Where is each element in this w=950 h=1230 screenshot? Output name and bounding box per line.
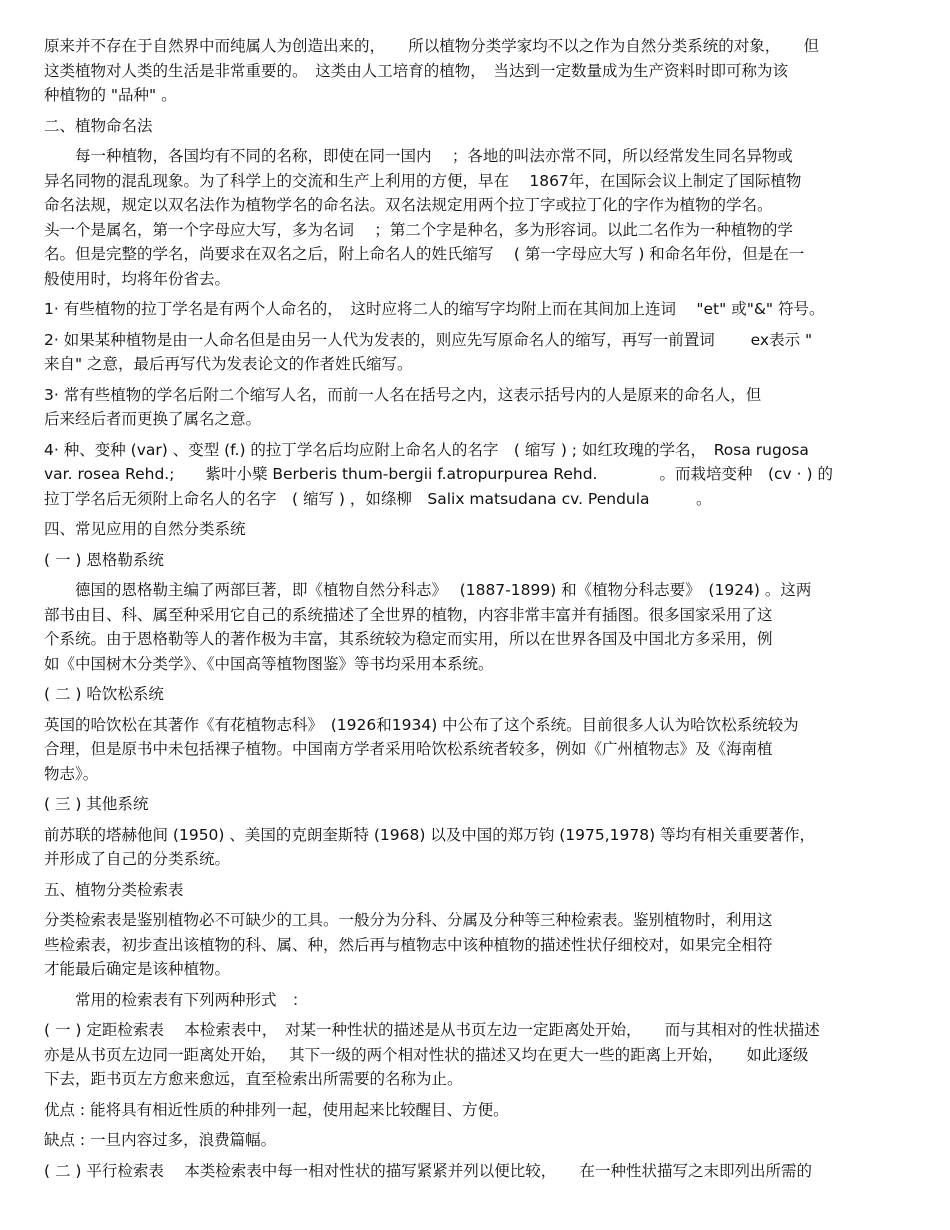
text-line: 德国的恩格勒主编了两部巨著，即《植物自然分科志》 (1887-1899) 和《植物分科志要》 (1924) 。这两 bbox=[44, 581, 812, 599]
text-line: 二、植物命名法 bbox=[44, 116, 153, 135]
text-line: 下去，距书页左方愈来愈远，直至检索出所需要的名称为止。 bbox=[44, 1070, 463, 1088]
text-line: 亦是从书页左边同一距离处开始， 其下一级的两个相对性状的描述又均在更大一些的距离上开始， 如此逐级 bbox=[44, 1045, 809, 1064]
text-line: 部书由目、科、属至种采用它自己的系统描述了全世界的植物，内容非常丰富并有插图。很多国家采用了这 bbox=[44, 605, 773, 624]
text-line: 分类检索表是鉴别植物必不可缺少的工具。一般分为分科、分属及分种等三种检索表。鉴别植物时，利用这 bbox=[44, 911, 773, 929]
text-line: 物志》。 bbox=[44, 764, 99, 783]
subheading-engler bbox=[44, 548, 914, 573]
paragraph-indented-key bbox=[44, 1018, 914, 1092]
text-line: 3· 常有些植物的学名后附二个缩写人名，而前一人名在括号之内，这表示括号内的人是原来的命名人，但 bbox=[44, 385, 762, 404]
text-line: 合理，但是原书中未包括裸子植物。中国南方学者采用哈饮松系统者较多，例如《广州植物志》及《海南植 bbox=[44, 740, 773, 758]
text-line: ( 一 ) 恩格勒系统 bbox=[44, 550, 164, 569]
text-line: 五、植物分类检索表 bbox=[44, 880, 184, 899]
text-line: ( 一 ) 定距检索表 本检索表中， 对某一种性状的描述是从书页左边一定距离处开始， 而与其相对的性状描述 bbox=[44, 1021, 820, 1039]
text-line: 个系统。由于恩格勒等人的著作极为丰富，其系统较为稳定而实用，所以在世界各国及中国北方多采用，例 bbox=[44, 630, 773, 648]
paragraph-disadvantages bbox=[44, 1128, 914, 1153]
text-line: 头一个是属名，第一个字母应大写，多为名词 ；第二个字是种名，多为形容词。以此二名作为一种植物的学 bbox=[44, 220, 793, 239]
text-line: 后来经后者而更换了属名之意。 bbox=[44, 410, 262, 428]
note-4 bbox=[44, 438, 914, 512]
note-1 bbox=[44, 297, 914, 322]
paragraph-engler bbox=[44, 578, 914, 676]
text-line: 原来并不存在于自然界中而纯属人为创造出来的， 所以植物分类学家均不以之作为自然分类系统的对象， 但 bbox=[44, 37, 820, 55]
text-line: 四、常见应用的自然分类系统 bbox=[44, 520, 246, 538]
paragraph-intro bbox=[44, 34, 914, 108]
text-line: 前苏联的塔赫他间 (1950) 、美国的克朗奎斯特 (1968) 以及中国的郑万钧 (1975,1978) 等均有相关重要著作， bbox=[44, 825, 816, 844]
document-page bbox=[44, 34, 914, 1189]
text-line: 2· 如果某种植物是由一人命名但是由另一人代为发表的，则应先写原命名人的缩写，再写一前置词 ex表示 " bbox=[44, 330, 813, 349]
text-line: 来自" 之意，最后再写代为发表论文的作者姓氏缩写。 bbox=[44, 355, 413, 373]
text-line: 些检索表，初步查出该植物的科、属、种，然后再与植物志中该种植物的描述性状仔细校对，如果完全相符 bbox=[44, 935, 773, 954]
text-line: ( 三 ) 其他系统 bbox=[44, 795, 149, 813]
text-line: 拉丁学名后无须附上命名人的名字 ( 缩写 ) ，如绦柳 Salix matsudana cv. Pendula 。 bbox=[44, 489, 712, 508]
subheading-others bbox=[44, 792, 914, 817]
text-line: 如《中国树木分类学》、《中国高等植物图鉴》等书均采用本系统。 bbox=[44, 654, 494, 673]
paragraph-key-forms bbox=[44, 988, 914, 1013]
paragraph-others bbox=[44, 823, 914, 872]
text-line: 4· 种、变种 (var) 、变型 (f.) 的拉丁学名后均应附上命名人的名字 ( 缩写 ) ; 如红玫瑰的学名， Rosa rugosa bbox=[44, 440, 809, 459]
text-line: ( 二 ) 哈饮松系统 bbox=[44, 685, 164, 703]
text-line: 种植物的 "品种" 。 bbox=[44, 86, 177, 104]
text-line: 缺点 : 一旦内容过多，浪费篇幅。 bbox=[44, 1131, 277, 1149]
note-3 bbox=[44, 383, 914, 432]
text-line: 般使用时，均将年份省去。 bbox=[44, 269, 231, 288]
text-line: 英国的哈饮松在其著作《有花植物志科》 (1926和1934) 中公布了这个系统。目前很多人认为哈饮松系统较为 bbox=[44, 715, 799, 734]
paragraph-parallel-key bbox=[44, 1159, 914, 1184]
heading-systems bbox=[44, 517, 914, 542]
text-line: 命名法规，规定以双名法作为植物学名的命名法。双名法规定用两个拉丁字或拉丁化的字作为植物的学名。 bbox=[44, 196, 773, 214]
paragraph-naming bbox=[44, 144, 914, 291]
text-line: ( 二 ) 平行检索表 本类检索表中每一相对性状的描写紧紧并列以便比较， 在一种性状描写之末即列出所需的 bbox=[44, 1161, 813, 1180]
text-line: var. rosea Rehd.; 紫叶小檗 Berberis thum-bergii f.atropurpurea Rehd. 。而栽培变种 (cv · ) 的 bbox=[44, 465, 833, 483]
subheading-hutchinson bbox=[44, 682, 914, 707]
text-line: 并形成了自己的分类系统。 bbox=[44, 850, 231, 868]
paragraph-keys bbox=[44, 908, 914, 982]
text-line: 这类植物对人类的生活是非常重要的。 这类由人工培育的植物， 当达到一定数量成为生产资料时即可称为该 bbox=[44, 61, 789, 80]
heading-naming bbox=[44, 114, 914, 139]
paragraph-advantages bbox=[44, 1098, 914, 1123]
text-line: 优点 : 能将具有相近性质的种排列一起，使用起来比较醒目、方便。 bbox=[44, 1100, 509, 1119]
text-line: 每一种植物，各国均有不同的名称，即使在同一国内 ；各地的叫法亦常不同，所以经常发生同名异物或 bbox=[44, 147, 793, 165]
text-line: 异名同物的混乱现象。为了科学上的交流和生产上利用的方便，早在 1867年，在国际会议上制定了国际植物 bbox=[44, 171, 802, 190]
note-2 bbox=[44, 328, 914, 377]
heading-keys bbox=[44, 878, 914, 903]
text-line: 1· 有些植物的拉丁学名是有两个人命名的， 这时应将二人的缩写字均附上而在其间加上连词 "et" 或"&" 符号。 bbox=[44, 300, 825, 318]
text-line: 常用的检索表有下列两种形式 ： bbox=[44, 990, 308, 1009]
text-line: 名。但是完整的学名，尚要求在双名之后，附上命名人的姓氏缩写 ( 第一字母应大写 ) 和命名年份，但是在一 bbox=[44, 245, 805, 263]
text-line: 才能最后确定是该种植物。 bbox=[44, 960, 231, 978]
paragraph-hutchinson bbox=[44, 713, 914, 787]
